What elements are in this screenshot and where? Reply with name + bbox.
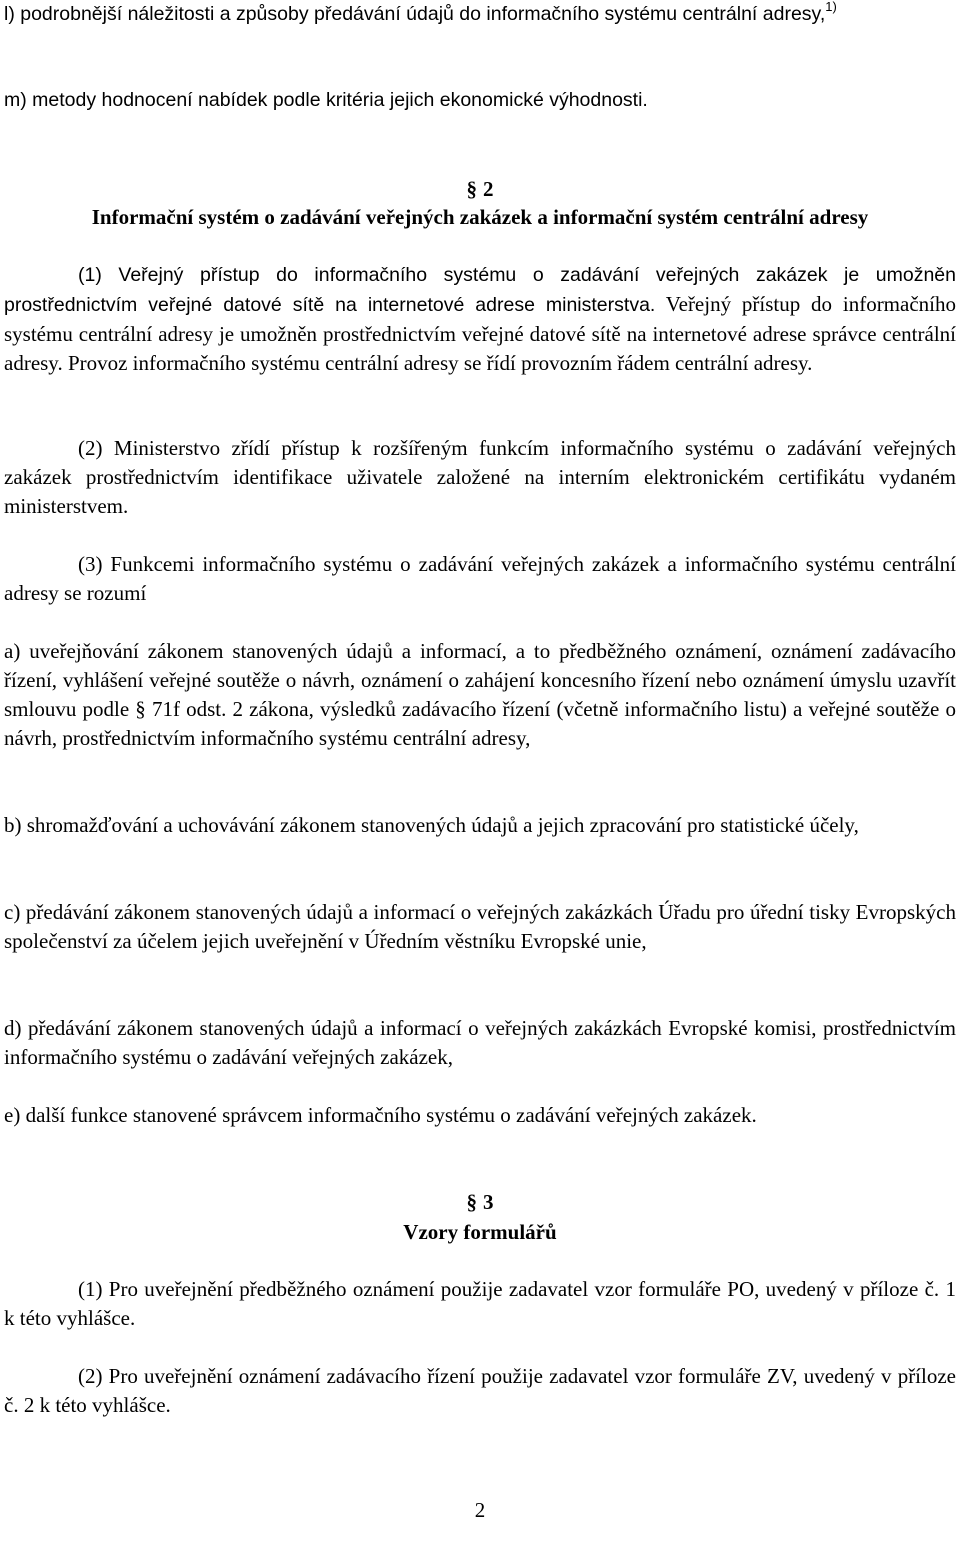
section-sign-inline-icon: § (135, 697, 146, 721)
section-3-paragraph-1: (1) Pro uveřejnění předběžného oznámení použije zadavatel vzor formuláře PO, uvedený v příloze č. 1 k této vyhlášce. (4, 1277, 956, 1330)
section-3-paragraph-2: (2) Pro uveřejnění oznámení zadávacího řízení použije zadavatel vzor formuláře ZV, uvedený v příloze č. 2 k této vyhlášce. (4, 1364, 956, 1417)
item-l-text: l) podrobnější náležitosti a způsoby předávání údajů do informačního systému centrální adresy, (4, 3, 826, 25)
section-3-heading (0, 1188, 960, 1217)
item-m: m) metody hodnocení nabídek podle kritéria jejich ekonomické výhodnosti. (4, 89, 648, 111)
list-item-a (4, 637, 956, 753)
section-3-title: Vzory formulářů (403, 1220, 557, 1244)
item-l (4, 0, 956, 29)
paragraph-1-sans-part: (1) Veřejný přístup do informačního systému o zadávání veřejných zakázek je umožněn prostřednictvím veřejné datové sítě na internetové adrese ministerstva. (4, 264, 956, 316)
section-2-heading (0, 175, 960, 204)
section-sign-icon: § (466, 177, 477, 201)
section-sign-icon: § (466, 1190, 477, 1214)
footnote-ref: 1) (825, 0, 837, 14)
item-a-text-1: a) uveřejňování zákonem stanovených údajů a informací, a to předběžného oznámení, oznámení zadávacího řízení, vyhlášení veřejné soutěže o návrh, oznámení o zahájení koncesního řízení nebo oznámení úmyslu uzavřít smlouvu podle (4, 639, 956, 721)
section-2-paragraph-2: (2) Ministerstvo zřídí přístup k rozšířeným funkcím informačního systému o zadávání veřejných zakázek prostřednictvím identifikace uživatele založené na interním elektronickém certifikátu vydaném ministerstvem. (4, 436, 956, 518)
section-2-paragraph-1 (4, 260, 956, 378)
section-2-paragraph-3: (3) Funkcemi informačního systému o zadávání veřejných zakázek a informačního systému centrální adresy se rozumí (4, 552, 956, 605)
page-number: 2 (474, 1498, 486, 1522)
list-item-c: c) předávání zákonem stanovených údajů a informací o veřejných zakázkách Úřadu pro úřední tisky Evropských společenství za účelem jejich uveřejnění v Úředním věstníku Evropské unie, (4, 900, 956, 953)
section-3-number: 3 (483, 1190, 494, 1214)
section-2-number: 2 (483, 177, 494, 201)
list-item-e: e) další funkce stanovené správcem informačního systému o zadávání veřejných zakázek. (4, 1103, 757, 1127)
list-item-b: b) shromažďování a uchovávání zákonem stanovených údajů a jejich zpracování pro statistické účely, (4, 813, 859, 837)
section-2-title: Informační systém o zadávání veřejných zakázek a informační systém centrální adresy (91, 205, 869, 229)
paragraph-1-serif-part: Veřejný přístup do informačního systému centrální adresy je umožněn prostřednictvím veřejné datové sítě na internetové adrese správce centrální adresy. Provoz informačního systému centrální adresy se řídí provozním řádem centrální adresy. (4, 292, 956, 375)
item-a-text-2: 71f odst. 2 zákona, výsledků zadávacího řízení (včetně informačního listu) a veřejné soutěže o návrh, prostřednictvím informačního systému centrální adresy, (4, 697, 957, 750)
list-item-d: d) předávání zákonem stanovených údajů a informací o veřejných zakázkách Evropské komisi, prostřednictvím informačního systému o zadávání veřejných zakázek, (4, 1016, 956, 1069)
